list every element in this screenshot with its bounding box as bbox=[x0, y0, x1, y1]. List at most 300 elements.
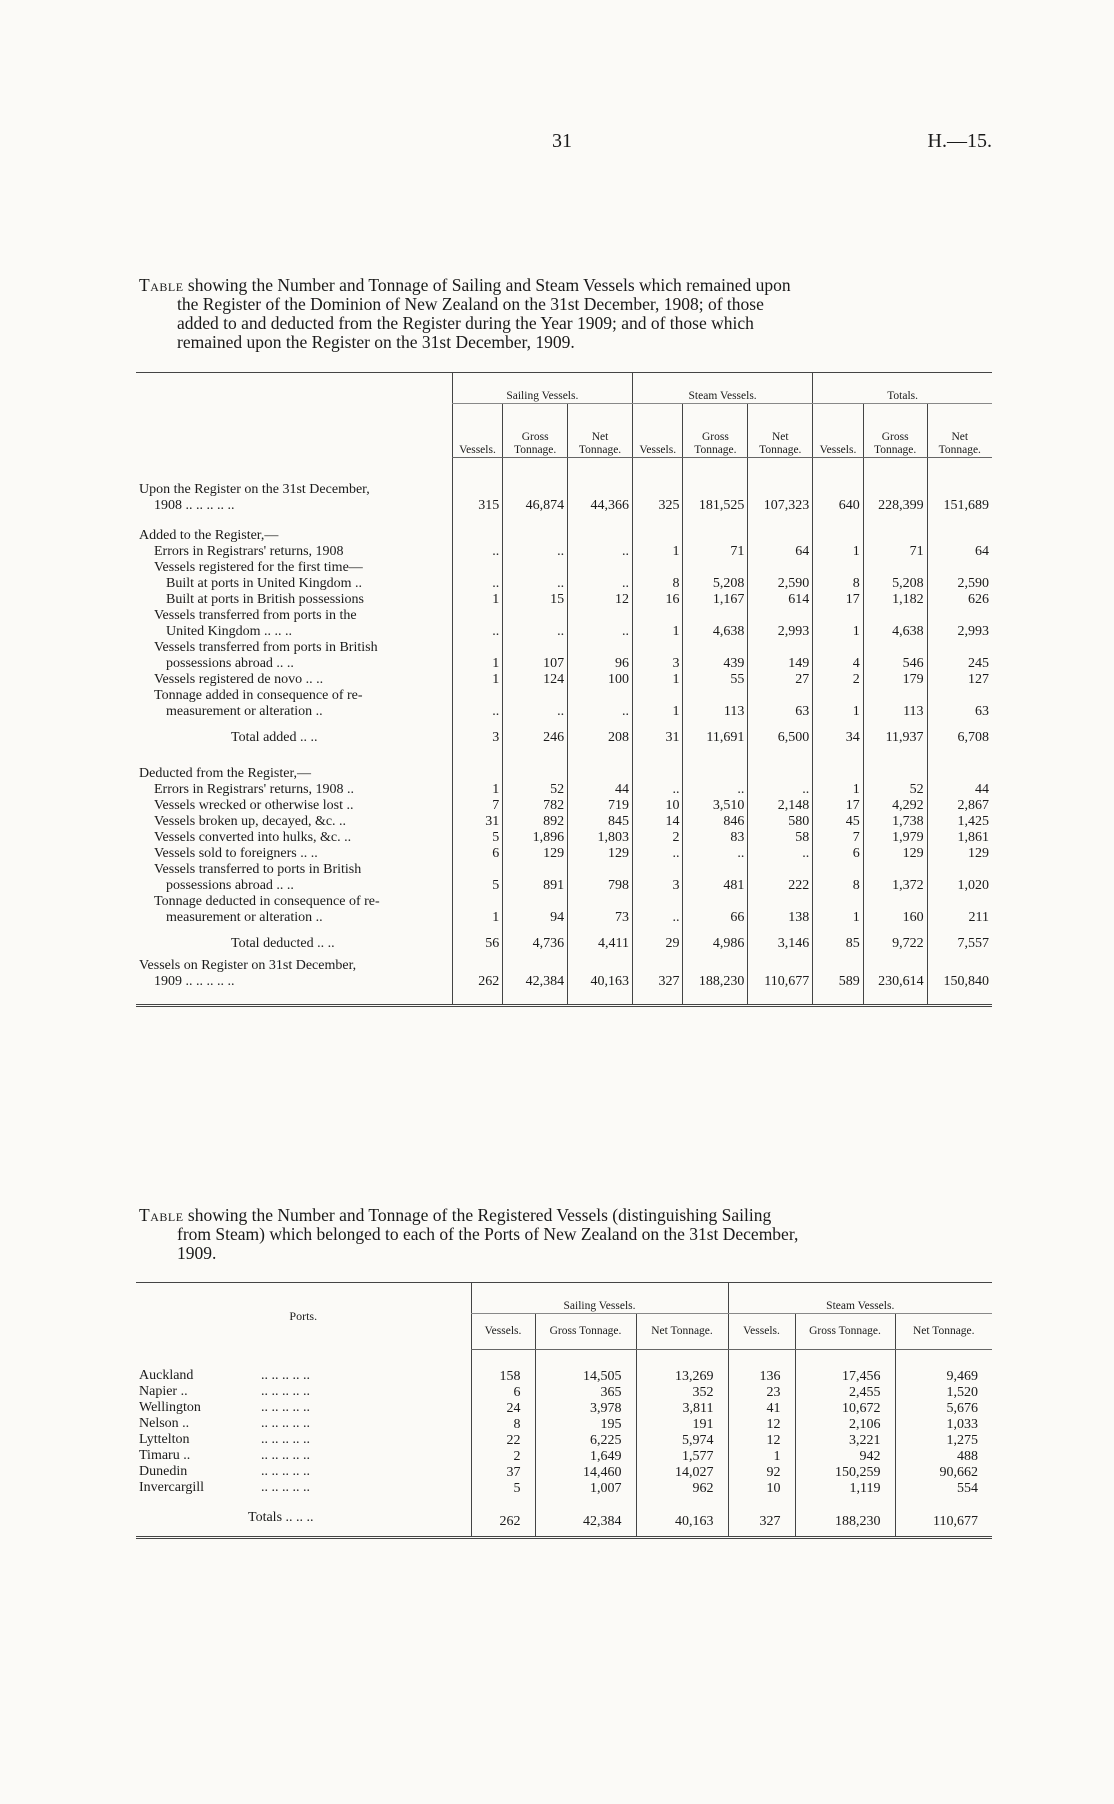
table-row-on-register-label bbox=[136, 958, 992, 974]
cell: .. bbox=[452, 544, 502, 560]
totals-group-header: Totals. bbox=[813, 373, 992, 404]
cell: 23 bbox=[728, 1384, 795, 1400]
cell: 1,896 bbox=[503, 830, 568, 846]
cell: 1 bbox=[632, 544, 682, 560]
cell bbox=[452, 608, 502, 624]
cell: 8 bbox=[813, 878, 863, 894]
cell: 580 bbox=[748, 814, 813, 830]
port-name bbox=[136, 1416, 471, 1432]
cell: 52 bbox=[863, 782, 927, 798]
cell: 129 bbox=[503, 846, 568, 862]
cell: .. bbox=[632, 846, 682, 862]
cell: 71 bbox=[863, 544, 927, 560]
row-label: Vessels registered for the first time— bbox=[154, 559, 363, 575]
cell: 1,425 bbox=[927, 814, 992, 830]
row-label: Vessels converted into hulks, &c. .. bbox=[154, 829, 352, 845]
table-row bbox=[136, 1448, 992, 1464]
cell: 191 bbox=[636, 1416, 728, 1432]
table-row bbox=[136, 878, 992, 894]
cell: 1 bbox=[452, 672, 502, 688]
cell bbox=[863, 688, 927, 704]
cell: 96 bbox=[568, 656, 633, 672]
table-row bbox=[136, 688, 992, 704]
cell: 7,557 bbox=[927, 926, 992, 958]
cell: 7 bbox=[452, 798, 502, 814]
cell bbox=[683, 862, 748, 878]
cell: 1,275 bbox=[895, 1432, 992, 1448]
cell: .. bbox=[503, 544, 568, 560]
cell bbox=[863, 608, 927, 624]
cell: .. bbox=[503, 704, 568, 720]
col-header: Gross Tonnage. bbox=[535, 1314, 636, 1350]
cell: 29 bbox=[632, 926, 682, 958]
cell bbox=[632, 862, 682, 878]
cell: 1 bbox=[632, 704, 682, 720]
cell: 845 bbox=[568, 814, 633, 830]
cell: 1 bbox=[632, 672, 682, 688]
table-row bbox=[136, 560, 992, 576]
cell: .. bbox=[632, 910, 682, 926]
cell: 962 bbox=[636, 1480, 728, 1496]
cell: 9,469 bbox=[895, 1368, 992, 1384]
cell: 2 bbox=[471, 1448, 535, 1464]
port-label: Wellington bbox=[139, 1399, 201, 1415]
cell: 246 bbox=[503, 720, 568, 752]
cell bbox=[452, 560, 502, 576]
cell bbox=[452, 862, 502, 878]
cell bbox=[927, 608, 992, 624]
cell bbox=[748, 608, 813, 624]
table-row bbox=[136, 1432, 992, 1448]
cell: 1 bbox=[452, 782, 502, 798]
cell: 24 bbox=[471, 1400, 535, 1416]
table-row bbox=[136, 656, 992, 672]
cell: 195 bbox=[535, 1416, 636, 1432]
cell: 44,366 bbox=[568, 498, 633, 514]
row-label: 1909 .. .. .. .. .. bbox=[154, 973, 235, 989]
cell bbox=[748, 894, 813, 910]
col-header: Gross Tonnage. bbox=[683, 404, 748, 458]
cell: 6,708 bbox=[927, 720, 992, 752]
cell: 107 bbox=[503, 656, 568, 672]
cell: 44 bbox=[927, 782, 992, 798]
cell: 44 bbox=[568, 782, 633, 798]
cell: 41 bbox=[728, 1400, 795, 1416]
cell: 129 bbox=[863, 846, 927, 862]
cell: 589 bbox=[813, 974, 863, 1006]
table2-caption-lead: Table bbox=[139, 1205, 184, 1225]
cell: 3,510 bbox=[683, 798, 748, 814]
cell: 5,974 bbox=[636, 1432, 728, 1448]
cell: 2,590 bbox=[748, 576, 813, 592]
cell: 211 bbox=[927, 910, 992, 926]
cell: 3 bbox=[632, 878, 682, 894]
cell: 1,372 bbox=[863, 878, 927, 894]
table-row-upon-register-label bbox=[136, 482, 992, 498]
cell: 5,208 bbox=[863, 576, 927, 592]
cell: 7 bbox=[813, 830, 863, 846]
cell: 1,007 bbox=[535, 1480, 636, 1496]
row-label: Vessels wrecked or otherwise lost .. bbox=[154, 797, 354, 813]
cell: 64 bbox=[748, 544, 813, 560]
cell: 129 bbox=[927, 846, 992, 862]
cell: 222 bbox=[748, 878, 813, 894]
cell: 12 bbox=[568, 592, 633, 608]
cell: 17 bbox=[813, 798, 863, 814]
cell: 1 bbox=[813, 624, 863, 640]
cell: 11,691 bbox=[683, 720, 748, 752]
cell bbox=[632, 608, 682, 624]
cell bbox=[503, 688, 568, 704]
col-header: Gross Tonnage. bbox=[503, 404, 568, 458]
cell bbox=[748, 640, 813, 656]
cell: 3,811 bbox=[636, 1400, 728, 1416]
cell: .. bbox=[452, 704, 502, 720]
table-row bbox=[136, 846, 992, 862]
cell: 2,993 bbox=[748, 624, 813, 640]
cell: .. bbox=[452, 624, 502, 640]
cell: 58 bbox=[748, 830, 813, 846]
cell: 546 bbox=[863, 656, 927, 672]
cell: 4,638 bbox=[863, 624, 927, 640]
cell: 782 bbox=[503, 798, 568, 814]
port-label: Invercargill bbox=[139, 1479, 205, 1495]
cell: 4,411 bbox=[568, 926, 633, 958]
cell bbox=[927, 640, 992, 656]
cell: 614 bbox=[748, 592, 813, 608]
cell: 149 bbox=[748, 656, 813, 672]
cell: 3 bbox=[632, 656, 682, 672]
cell: 1,119 bbox=[795, 1480, 895, 1496]
cell bbox=[632, 560, 682, 576]
cell bbox=[568, 608, 633, 624]
cell: 8 bbox=[813, 576, 863, 592]
cell: 5,676 bbox=[895, 1400, 992, 1416]
cell: .. bbox=[683, 782, 748, 798]
cell: 1 bbox=[728, 1448, 795, 1464]
cell: 208 bbox=[568, 720, 633, 752]
cell: 15 bbox=[503, 592, 568, 608]
table-row bbox=[136, 1368, 992, 1384]
cell: 8 bbox=[632, 576, 682, 592]
cell: 14,027 bbox=[636, 1464, 728, 1480]
cell: 100 bbox=[568, 672, 633, 688]
cell: 92 bbox=[728, 1464, 795, 1480]
cell: 439 bbox=[683, 656, 748, 672]
row-label: Total added .. .. bbox=[231, 729, 318, 745]
port-name bbox=[136, 1448, 471, 1464]
cell: 1 bbox=[452, 656, 502, 672]
table-row-upon-register bbox=[136, 498, 992, 514]
cell: 85 bbox=[813, 926, 863, 958]
cell bbox=[863, 894, 927, 910]
cell: 34 bbox=[813, 720, 863, 752]
cell bbox=[503, 608, 568, 624]
cell bbox=[683, 608, 748, 624]
cell: 14 bbox=[632, 814, 682, 830]
cell: 160 bbox=[863, 910, 927, 926]
section-heading-added bbox=[136, 528, 992, 544]
cell bbox=[813, 688, 863, 704]
cell bbox=[813, 862, 863, 878]
section-heading-deducted bbox=[136, 766, 992, 782]
cell: 1 bbox=[813, 910, 863, 926]
table-row bbox=[136, 1480, 992, 1496]
cell: 10 bbox=[632, 798, 682, 814]
section-heading: Added to the Register,— bbox=[139, 527, 279, 543]
row-label: Vessels transferred from ports in British bbox=[154, 639, 378, 655]
document-reference: H.—15. bbox=[927, 130, 992, 152]
row-label: Tonnage added in consequence of re- bbox=[154, 687, 363, 703]
row-label: Tonnage deducted in consequence of re- bbox=[154, 893, 380, 909]
cell: 1 bbox=[813, 544, 863, 560]
table-row bbox=[136, 672, 992, 688]
cell: 110,677 bbox=[895, 1496, 992, 1538]
table1-caption-line3: added to and deducted from the Register during the Year 1909; and of those which bbox=[177, 313, 754, 333]
cell bbox=[503, 894, 568, 910]
cell bbox=[503, 862, 568, 878]
cell: 42,384 bbox=[503, 974, 568, 1006]
col-header: Vessels. bbox=[632, 404, 682, 458]
row-label: Total deducted .. .. bbox=[231, 935, 335, 951]
table-row bbox=[136, 608, 992, 624]
cell bbox=[748, 560, 813, 576]
cell: 1,738 bbox=[863, 814, 927, 830]
cell: .. bbox=[568, 576, 633, 592]
sailing-group-header: Sailing Vessels. bbox=[452, 373, 632, 404]
leader-dots: .. .. .. .. .. bbox=[261, 1447, 310, 1463]
row-label: Built at ports in British possessions bbox=[166, 591, 364, 607]
cell: 11,937 bbox=[863, 720, 927, 752]
table-row bbox=[136, 640, 992, 656]
cell: 40,163 bbox=[636, 1496, 728, 1538]
cell: 2 bbox=[813, 672, 863, 688]
table-row bbox=[136, 1384, 992, 1400]
cell bbox=[863, 862, 927, 878]
cell: 110,677 bbox=[748, 974, 813, 1006]
leader-dots: .. .. .. .. .. bbox=[261, 1415, 310, 1431]
cell: 150,840 bbox=[927, 974, 992, 1006]
col-header: Net Tonnage. bbox=[568, 404, 633, 458]
cell bbox=[452, 640, 502, 656]
cell: 12 bbox=[728, 1432, 795, 1448]
cell bbox=[632, 688, 682, 704]
cell: 40,163 bbox=[568, 974, 633, 1006]
table-row bbox=[136, 592, 992, 608]
cell: 9,722 bbox=[863, 926, 927, 958]
table-row bbox=[136, 782, 992, 798]
cell: 5 bbox=[452, 878, 502, 894]
table-row bbox=[136, 830, 992, 846]
col-header: Vessels. bbox=[452, 404, 502, 458]
cell: 4 bbox=[813, 656, 863, 672]
table-row bbox=[136, 704, 992, 720]
ports-header: Ports. bbox=[136, 1283, 471, 1350]
row-label: measurement or alteration .. bbox=[166, 703, 323, 719]
table1-caption-line1: showing the Number and Tonnage of Sailing and Steam Vessels which remained upon bbox=[183, 275, 791, 295]
table-row-total-added bbox=[136, 720, 992, 752]
cell: 138 bbox=[748, 910, 813, 926]
leader-dots: .. .. .. .. .. bbox=[261, 1463, 310, 1479]
cell: 1 bbox=[452, 592, 502, 608]
cell: 3,221 bbox=[795, 1432, 895, 1448]
cell: 1 bbox=[632, 624, 682, 640]
cell: 83 bbox=[683, 830, 748, 846]
cell bbox=[632, 640, 682, 656]
cell: 1,033 bbox=[895, 1416, 992, 1432]
cell: 42,384 bbox=[535, 1496, 636, 1538]
cell: 6,225 bbox=[535, 1432, 636, 1448]
cell: 1,020 bbox=[927, 878, 992, 894]
cell bbox=[568, 862, 633, 878]
cell: 12 bbox=[728, 1416, 795, 1432]
cell: 2,106 bbox=[795, 1416, 895, 1432]
cell bbox=[813, 560, 863, 576]
cell: 352 bbox=[636, 1384, 728, 1400]
cell: 846 bbox=[683, 814, 748, 830]
col-header: Net Tonnage. bbox=[927, 404, 992, 458]
cell: 4,292 bbox=[863, 798, 927, 814]
port-name bbox=[136, 1384, 471, 1400]
cell: 4,736 bbox=[503, 926, 568, 958]
cell: 181,525 bbox=[683, 498, 748, 514]
cell bbox=[683, 560, 748, 576]
cell bbox=[748, 862, 813, 878]
cell: 64 bbox=[927, 544, 992, 560]
cell: 1 bbox=[813, 704, 863, 720]
cell bbox=[863, 560, 927, 576]
cell: 73 bbox=[568, 910, 633, 926]
cell: 262 bbox=[452, 974, 502, 1006]
cell: 1,520 bbox=[895, 1384, 992, 1400]
cell bbox=[452, 688, 502, 704]
cell: 37 bbox=[471, 1464, 535, 1480]
cell: 2,455 bbox=[795, 1384, 895, 1400]
cell bbox=[503, 640, 568, 656]
cell: 151,689 bbox=[927, 498, 992, 514]
cell: 1,861 bbox=[927, 830, 992, 846]
cell: 2 bbox=[632, 830, 682, 846]
port-name bbox=[136, 1464, 471, 1480]
cell: 4,638 bbox=[683, 624, 748, 640]
leader-dots: .. .. .. .. .. bbox=[261, 1399, 310, 1415]
page-number: 31 bbox=[552, 130, 572, 152]
cell: .. bbox=[568, 704, 633, 720]
cell: 52 bbox=[503, 782, 568, 798]
cell: 892 bbox=[503, 814, 568, 830]
cell: 6 bbox=[452, 846, 502, 862]
table-row bbox=[136, 1416, 992, 1432]
cell: 5 bbox=[452, 830, 502, 846]
cell: 31 bbox=[632, 720, 682, 752]
cell: 1,577 bbox=[636, 1448, 728, 1464]
cell: .. bbox=[568, 544, 633, 560]
cell: 230,614 bbox=[863, 974, 927, 1006]
table-row bbox=[136, 910, 992, 926]
leader-dots: .. .. .. .. .. bbox=[261, 1383, 310, 1399]
steam-group-header: Steam Vessels. bbox=[728, 1283, 992, 1314]
cell: 325 bbox=[632, 498, 682, 514]
cell: 14,460 bbox=[535, 1464, 636, 1480]
cell: 71 bbox=[683, 544, 748, 560]
cell: 942 bbox=[795, 1448, 895, 1464]
cell: 17 bbox=[813, 592, 863, 608]
cell: 6 bbox=[471, 1384, 535, 1400]
cell: 16 bbox=[632, 592, 682, 608]
cell: .. bbox=[748, 846, 813, 862]
cell bbox=[683, 640, 748, 656]
table1-caption-line4: remained upon the Register on the 31st December, 1909. bbox=[177, 332, 575, 352]
cell bbox=[813, 608, 863, 624]
cell: 63 bbox=[927, 704, 992, 720]
cell: 127 bbox=[927, 672, 992, 688]
cell: 3 bbox=[452, 720, 502, 752]
cell bbox=[813, 894, 863, 910]
cell bbox=[813, 640, 863, 656]
cell: 6,500 bbox=[748, 720, 813, 752]
row-label: Errors in Registrars' returns, 1908 .. bbox=[154, 781, 355, 797]
cell: 10 bbox=[728, 1480, 795, 1496]
cell: 262 bbox=[471, 1496, 535, 1538]
cell bbox=[568, 640, 633, 656]
cell: 315 bbox=[452, 498, 502, 514]
port-label: Lyttelton bbox=[139, 1431, 190, 1447]
table-row bbox=[136, 894, 992, 910]
cell bbox=[683, 688, 748, 704]
cell: 124 bbox=[503, 672, 568, 688]
col-header: Vessels. bbox=[813, 404, 863, 458]
row-label: Vessels registered de novo .. .. bbox=[154, 671, 324, 687]
table-row-totals bbox=[136, 1496, 992, 1538]
cell: 63 bbox=[748, 704, 813, 720]
cell: 113 bbox=[683, 704, 748, 720]
table2-caption bbox=[139, 1206, 992, 1263]
cell: 4,986 bbox=[683, 926, 748, 958]
table-row bbox=[136, 798, 992, 814]
cell: 45 bbox=[813, 814, 863, 830]
cell bbox=[863, 640, 927, 656]
table-row bbox=[136, 624, 992, 640]
cell: 1,182 bbox=[863, 592, 927, 608]
cell: 136 bbox=[728, 1368, 795, 1384]
table-row-on-register bbox=[136, 974, 992, 1006]
cell: 327 bbox=[632, 974, 682, 1006]
port-label: Napier .. bbox=[139, 1383, 188, 1399]
row-label: Upon the Register on the 31st December, bbox=[139, 481, 370, 497]
cell: .. bbox=[503, 576, 568, 592]
cell: 17,456 bbox=[795, 1368, 895, 1384]
cell: .. bbox=[632, 782, 682, 798]
cell: 150,259 bbox=[795, 1464, 895, 1480]
cell: 5,208 bbox=[683, 576, 748, 592]
cell: 2,867 bbox=[927, 798, 992, 814]
row-label: Vessels broken up, decayed, &c. .. bbox=[154, 813, 347, 829]
table1-caption-line2: the Register of the Dominion of New Zealand on the 31st December, 1908; of those bbox=[177, 294, 764, 314]
row-label: possessions abroad .. .. bbox=[166, 877, 294, 893]
cell bbox=[568, 688, 633, 704]
table-row bbox=[136, 814, 992, 830]
table1-caption-lead: Table bbox=[139, 275, 184, 295]
row-label: measurement or alteration .. bbox=[166, 909, 323, 925]
port-label: Nelson .. bbox=[139, 1415, 190, 1431]
table-row bbox=[136, 862, 992, 878]
cell: 158 bbox=[471, 1368, 535, 1384]
leader-dots: .. .. .. .. .. bbox=[261, 1431, 310, 1447]
cell: 113 bbox=[863, 704, 927, 720]
port-name bbox=[136, 1368, 471, 1384]
cell: 3,978 bbox=[535, 1400, 636, 1416]
port-label: Timaru .. bbox=[139, 1447, 191, 1463]
